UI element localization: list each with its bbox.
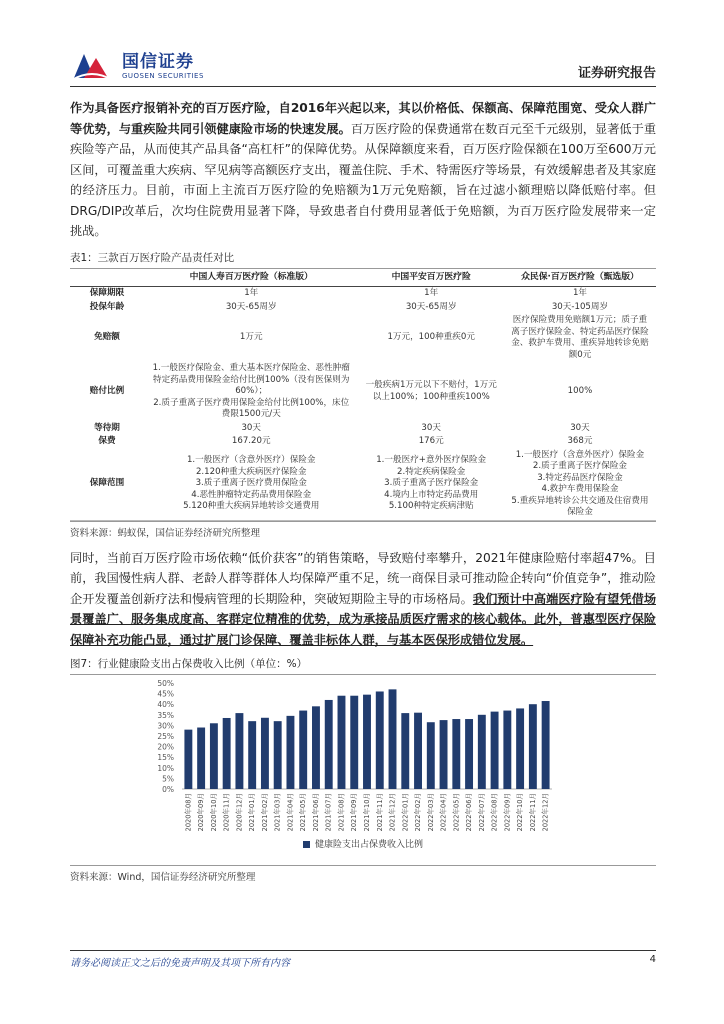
- table-cell: [144, 287, 358, 301]
- y-tick-label: 30%: [157, 721, 174, 731]
- y-tick-label: 45%: [157, 689, 174, 699]
- x-tick-label: 2022年05月: [452, 793, 461, 832]
- x-tick-label: 2021年06月: [311, 793, 320, 832]
- paragraph-1-bold: 作为具备医疗报销补充的百万医疗险，自2016年兴起以来，其以价格低、保额高、保障范围宽、受众人群广等优势，与重疾险共同引领健康险市场的快速发展。: [70, 101, 656, 136]
- table-row: [70, 435, 656, 449]
- x-tick-label: 2021年07月: [324, 793, 333, 832]
- x-tick-label: 2021年03月: [273, 793, 282, 832]
- legend-swatch: [303, 841, 310, 848]
- table-body: [70, 287, 656, 521]
- chart-bar: [363, 695, 371, 789]
- y-tick-label: 25%: [157, 732, 174, 741]
- paragraph-2-underlined: 我们预计中高端医疗险有望凭借场景覆盖广、服务集成度高、客群定位精准的优势，成为承接品质医疗需求的核心载体。此外，普惠型医疗保险保障补充功能凸显，通过扩展门诊保障、覆盖非标体人群，与基本医保形成错位发展。: [70, 591, 657, 647]
- table-cell-line: 30天: [570, 422, 590, 433]
- chart-bar: [223, 718, 231, 789]
- table-cell: [144, 449, 358, 521]
- table-cell-line: 100%: [567, 386, 593, 396]
- y-tick-label: 50%: [157, 679, 174, 688]
- chart-bar: [248, 721, 256, 789]
- table-cell-line: 4.恶性肿瘤特定药品费用保险金: [191, 489, 312, 500]
- table-row-label: 保障范围: [70, 449, 144, 521]
- x-tick-label: 2022年01月: [401, 793, 410, 832]
- table-cell-line: 1.一般医疗（含意外医疗）保险金: [186, 455, 316, 466]
- logo-chinese-name: 国信证券: [122, 51, 194, 72]
- table-cell-line: 1万元: [239, 332, 263, 343]
- table-cell: [358, 422, 503, 436]
- y-tick-label: 35%: [157, 710, 174, 720]
- logo-english-name: GUOSEN SECURITIES: [122, 71, 204, 80]
- table-row-label: 保障期限: [89, 288, 125, 298]
- bar-chart-svg: [70, 675, 656, 835]
- chart-bar: [325, 700, 333, 789]
- x-tick-label: 2020年11月: [222, 793, 231, 832]
- table-cell-line: 30天: [421, 422, 441, 433]
- chart-bar: [478, 715, 486, 789]
- guosen-logo: [70, 46, 250, 86]
- table-row-label: 免赔额: [94, 332, 120, 343]
- table-cell-line: 167.20元: [231, 436, 271, 446]
- table-cell-line: 30天-105周岁: [551, 301, 609, 312]
- chart-bar: [299, 711, 307, 789]
- guosen-logo-mark-icon: [70, 48, 114, 84]
- x-tick-label: 2021年04月: [286, 793, 295, 832]
- table-cell-line: 金、救护车费用、重疾异地转诊免赔: [511, 338, 649, 348]
- x-tick-label: 2021年10月: [363, 793, 371, 832]
- chart-bar: [529, 704, 537, 789]
- chart-bar: [197, 728, 205, 789]
- table-cell-line: 1.一般医疗（含意外医疗）保险金: [515, 449, 645, 460]
- table-cell-line: 保险金: [567, 507, 593, 517]
- table-cell-line: 2.质子重离子医疗费用保险金给付比例100%，床位: [153, 397, 350, 408]
- table-cell: [504, 362, 656, 422]
- y-tick-label: 40%: [157, 700, 174, 710]
- x-tick-label: 2022年11月: [528, 793, 537, 832]
- table-row: [70, 449, 656, 521]
- x-tick-label: 2021年11月: [375, 793, 384, 832]
- chart-bar: [542, 701, 550, 789]
- table-cell-line: 1年: [244, 288, 259, 298]
- table-cell-line: 1年: [572, 288, 587, 298]
- x-tick-label: 2021年02月: [260, 793, 269, 832]
- x-tick-label: 2021年12月: [388, 793, 397, 832]
- table-cell-line: 2.120种重大疾病医疗保险金: [195, 466, 307, 477]
- x-tick-label: 2020年10月: [209, 793, 218, 832]
- x-tick-label: 2021年05月: [299, 793, 308, 832]
- table-cell-line: 1万元，100种重疾0元: [387, 332, 475, 343]
- chart-bar: [376, 691, 384, 789]
- y-tick-label: 20%: [157, 742, 174, 752]
- table-header-col-3: 众民保·百万医疗险（甄选版）: [504, 269, 656, 287]
- table-cell-line: 3.特定药品医疗保险金: [537, 472, 623, 483]
- paragraph-1-text: 百万医疗险的保费通常在数百元至千元级别，显著低于重疾险等产品，从而使其产品具备“高杠杆”的保障优势。从保障额度来看，百万医疗险保额在100万至600万元区间，可覆盖重大疾病、罕见病等高额医疗支出，覆盖住院、手术、特需医疗等场景，有效缓解患者及其家庭的经济压力。目前，市面上主流百万医疗险的免赔额为1万元免赔额，旨在过滤小额理赔以降低赔付率。但DRG/DIP改革后，次均住院费用显著下降，导致患者自付费用显著低于免赔额，为百万医疗险发展带来一定挑战。: [70, 121, 657, 238]
- table-cell-line: 4.救护车费用保险金: [541, 484, 619, 494]
- figure-7-caption: 图7：行业健康险支出占保费收入比例（单位：%）: [70, 656, 656, 675]
- chart-bar: [427, 722, 435, 789]
- table-cell: [504, 435, 656, 449]
- table-cell-line: 5.重疾异地转诊公共交通及住宿费用: [511, 495, 649, 506]
- chart-bar: [274, 721, 282, 789]
- paragraph-1: [70, 98, 656, 242]
- table-row-label: 投保年龄: [89, 301, 125, 312]
- table-cell: [144, 301, 358, 315]
- chart-bar: [389, 689, 397, 789]
- x-tick-label: 2022年04月: [439, 793, 448, 832]
- table-cell: [144, 314, 358, 362]
- table-cell-line: 30天-65周岁: [225, 301, 277, 312]
- table-1-caption: 表1：三款百万医疗险产品责任对比: [70, 250, 656, 269]
- table-header-col-1: 中国人寿百万医疗险（标准版）: [144, 269, 358, 287]
- table-cell: [504, 287, 656, 301]
- chart-bar: [440, 720, 448, 789]
- chart-bar: [184, 730, 192, 789]
- x-tick-label: 2022年08月: [490, 793, 499, 832]
- table-cell-line: 1年: [424, 288, 439, 298]
- table-cell: [358, 435, 503, 449]
- chart-bar: [503, 711, 511, 789]
- footer-disclaimer: 请务必阅读正文之后的免责声明及其项下所有内容: [70, 958, 290, 969]
- bar-chart: [70, 675, 656, 853]
- x-tick-label: 2021年08月: [337, 793, 346, 832]
- y-tick-label: 0%: [162, 785, 174, 794]
- table-cell-line: 2.特定疾病保险金: [397, 466, 466, 477]
- comparison-table: [70, 269, 656, 521]
- x-tick-label: 2022年02月: [414, 793, 423, 832]
- table-row: [70, 362, 656, 422]
- table-cell: [358, 287, 503, 301]
- page-header: [0, 0, 724, 84]
- x-tick-label: 2022年06月: [465, 793, 474, 832]
- table-cell-line: 4.境内上市特定药品费用: [384, 489, 479, 500]
- table-cell-line: 176元: [418, 436, 444, 446]
- footer-divider: [70, 950, 656, 951]
- table-cell: [358, 301, 503, 315]
- table-cell-line: 费限1500元/天: [221, 409, 281, 419]
- table-cell-line: 特定药品费用保险金给付比例100%（没有医保则为: [153, 374, 350, 385]
- x-tick-label: 2021年09月: [350, 793, 359, 832]
- table-cell-line: 一般疾病1万元以下不赔付，1万元: [365, 380, 497, 391]
- chart-bar: [465, 719, 473, 789]
- table-row: [70, 314, 656, 362]
- table-cell-line: 1.一般医疗+意外医疗保险金: [376, 455, 487, 466]
- x-tick-label: 2022年12月: [541, 793, 550, 832]
- x-tick-label: 2022年10月: [516, 793, 525, 832]
- x-tick-label: 2022年03月: [426, 793, 435, 832]
- chart-bar: [286, 716, 294, 789]
- table-cell: [358, 362, 503, 422]
- table-cell: [504, 314, 656, 362]
- table-cell-line: 医疗保险费用免赔额1万元；质子重: [512, 315, 648, 325]
- table-cell-line: 60%）；: [235, 386, 268, 396]
- paragraph-2: [70, 548, 656, 651]
- table-1-source: 资料来源：蚂蚁保，国信证券经济研究所整理: [70, 521, 656, 539]
- table-row: [70, 301, 656, 315]
- page-number: 4: [649, 954, 656, 965]
- x-tick-label: 2020年12月: [235, 793, 244, 832]
- table-cell-line: 3.质子重离子医疗费用保险金: [195, 478, 307, 489]
- table-cell-line: 30天: [241, 422, 261, 433]
- x-tick-label: 2020年08月: [184, 793, 193, 832]
- chart-legend: [70, 837, 656, 850]
- y-tick-label: 5%: [162, 774, 174, 784]
- table-cell-line: 5.120种重大疾病异地转诊交通费用: [183, 501, 320, 512]
- table-cell: [144, 362, 358, 422]
- chart-bar: [210, 723, 218, 789]
- main-content: [70, 98, 656, 883]
- table-header-col-2: 中国平安百万医疗险: [358, 269, 503, 287]
- chart-bar: [491, 712, 499, 789]
- chart-bar: [452, 719, 460, 789]
- legend-label: 健康险支出占保费收入比例: [314, 840, 423, 850]
- table-row: [70, 422, 656, 436]
- table-cell-line: 以上100%；100种重疾100%: [372, 391, 490, 402]
- paragraph-2-text: 同时，当前百万医疗险市场依赖“低价获客”的销售策略，导致赔付率攀升，2021年健康险赔付率超47%。目前，我国慢性病人群、老龄人群等群体人均保障严重不足，统一商保目录可推动险企转向“价值竞争”，推动险企开发覆盖创新疗法和慢病管理的长期险种，突破短期险主导的市场格局。: [70, 550, 656, 606]
- y-tick-label: 15%: [157, 753, 174, 763]
- figure-7-source: 资料来源：Wind，国信证券经济研究所整理: [70, 865, 656, 883]
- report-type-label: 证券研究报告: [577, 66, 656, 81]
- table-row-label: 保费: [98, 436, 116, 446]
- table-header-blank: [70, 269, 144, 287]
- table-cell: [358, 449, 503, 521]
- x-tick-label: 2020年09月: [197, 793, 206, 832]
- table-cell-line: 2.质子重离子医疗保险金: [532, 461, 628, 471]
- table-cell-line: 3.质子重离子医疗保险金: [384, 478, 479, 489]
- chart-bar: [350, 696, 358, 789]
- table-row-label: 等待期: [94, 422, 120, 433]
- table-cell-line: 30天-65周岁: [405, 301, 457, 312]
- chart-bar: [235, 713, 243, 789]
- header-divider: [70, 86, 656, 87]
- x-tick-label: 2022年07月: [477, 793, 486, 832]
- chart-bar: [338, 696, 346, 789]
- chart-bar: [312, 706, 320, 789]
- table-cell: [504, 301, 656, 315]
- table-cell-line: 额0元: [568, 349, 592, 360]
- table-cell-line: 离子医疗保险金、特定药品医疗保险: [511, 326, 649, 337]
- x-tick-label: 2022年09月: [503, 793, 512, 832]
- table-cell-line: 368元: [567, 436, 593, 446]
- table-cell-line: 5.100种特定疾病津贴: [388, 501, 474, 512]
- x-tick-label: 2021年01月: [248, 793, 257, 832]
- table-cell: [144, 435, 358, 449]
- chart-bar: [401, 713, 409, 789]
- y-tick-label: 10%: [157, 763, 174, 773]
- chart-bar: [414, 713, 422, 789]
- table-cell-line: 1.一般医疗保险金、重大基本医疗保险金、恶性肿瘤: [152, 363, 350, 373]
- table-cell: [504, 422, 656, 436]
- table-cell: [144, 422, 358, 436]
- chart-bar: [516, 708, 524, 789]
- table-row-label: 赔付比例: [89, 386, 125, 396]
- table-cell: [358, 314, 503, 362]
- table-cell: [504, 449, 656, 521]
- chart-bar: [261, 718, 269, 789]
- table-row: [70, 287, 656, 301]
